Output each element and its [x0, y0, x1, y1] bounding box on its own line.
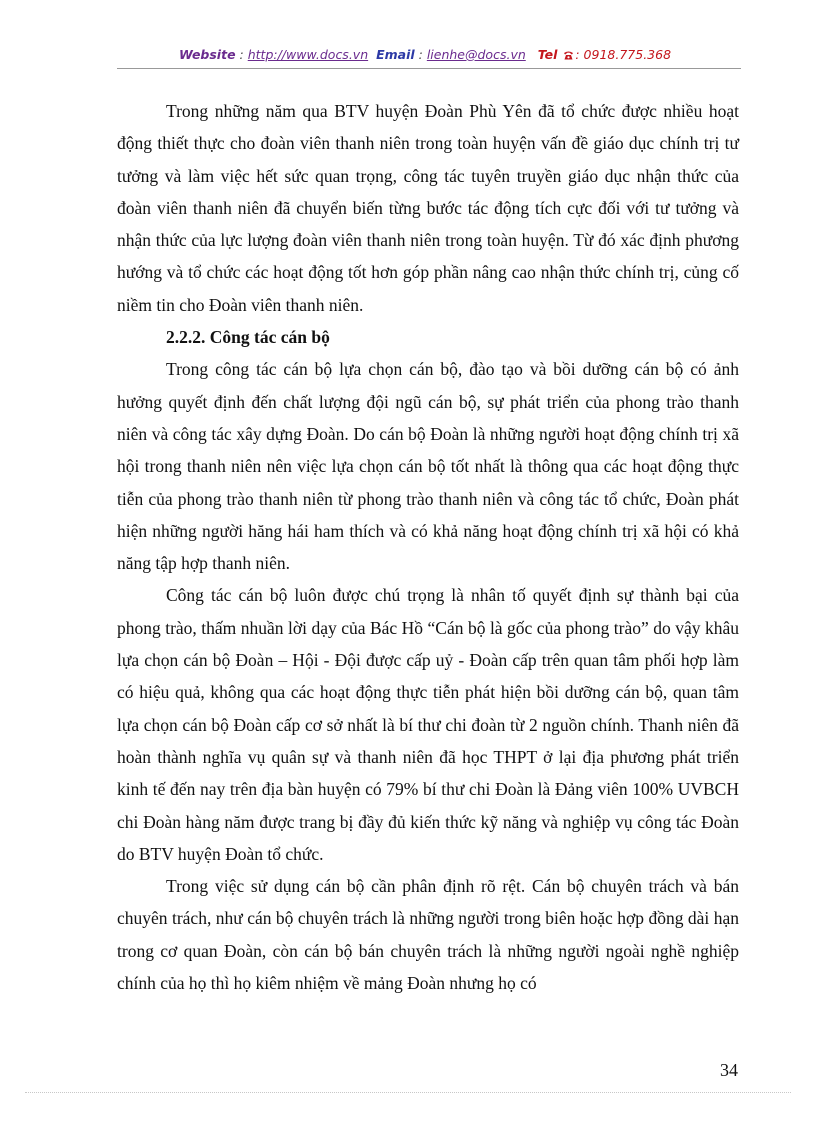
- email-separator: :: [414, 47, 427, 62]
- header-divider: [117, 68, 741, 69]
- paragraph-3: Công tác cán bộ luôn được chú trọng là nhân tố quyết định sự thành bại của phong trào, thấm nhuần lời dạy của Bác Hồ “Cán bộ là gốc của phong trào” do vậy khâu lựa chọn cán bộ Đoàn – Hội - Đội được cấp uỷ - Đoàn cấp trên quan tâm phối hợp làm có hiệu quả, không qua các hoạt động thực tiễn phát hiện bồi dưỡng cán bộ, quan tâm lựa chọn cán bộ Đoàn cấp cơ sở nhất là bí thư chi đoàn từ 2 nguồn chính. Thanh niên đã hoàn thành nghĩa vụ quân sự và thanh niên đã học THPT ở lại địa phương phát triển kinh tế đến nay trên địa bàn huyện có 79% bí thư chi Đoàn là Đảng viên 100% UVBCH chi Đoàn hàng năm được trang bị đầy đủ kiến thức kỹ năng và nghiệp vụ công tác Đoàn do BTV huyện Đoàn tổ chức.: [117, 585, 739, 864]
- telephone-icon: [563, 50, 574, 60]
- page-number: 34: [720, 1060, 738, 1080]
- website-separator: :: [235, 47, 248, 62]
- page-header: [110, 47, 740, 69]
- tel-label: Tel: [537, 47, 558, 62]
- section-heading: 2.2.2. Công tác cán bộ: [166, 327, 330, 348]
- tel-number: 0918.775.368: [583, 47, 672, 62]
- paragraph-2: Trong công tác cán bộ lựa chọn cán bộ, đào tạo và bồi dưỡng cán bộ có ảnh hưởng quyết định đến chất lượng đội ngũ cán bộ, sự phát triển của phong trào thanh niên và công tác xây dựng Đoàn. Do cán bộ Đoàn là những người hoạt động chính trị xã hội trong thanh niên nên việc lựa chọn cán bộ tốt nhất là thông qua các hoạt động thực tiễn của phong trào thanh niên từ phong trào thanh niên và công tác tổ chức, Đoàn phát hiện những người hăng hái ham thích và có khả năng hoạt động chính trị xã hội có khả năng tập hợp thanh niên.: [117, 359, 739, 574]
- paragraph-4: Trong việc sử dụng cán bộ cần phân định rõ rệt. Cán bộ chuyên trách và bán chuyên trách, như cán bộ chuyên trách là những người trong biên hoặc hợp đồng dài hạn trong cơ quan Đoàn, còn cán bộ bán chuyên trách là những người ngoài nghề nghiệp chính của họ thì họ kiêm nhiệm về mảng Đoàn nhưng họ có: [117, 876, 739, 994]
- tel-separator: :: [575, 47, 584, 62]
- paragraph-1: Trong những năm qua BTV huyện Đoàn Phù Yên đã tổ chức được nhiều hoạt động thiết thực cho đoàn viên thanh niên trong toàn huyện vấn đề giáo dục chính trị tư tưởng và làm việc hết sức quan trọng, công tác tuyên truyền giáo dục nhận thức của đoàn viên thanh niên đã chuyển biến từng bước tác động tích cực đối với tư tưởng và nhận thức của lực lượng đoàn viên thanh niên trong toàn huyện. Từ đó xác định phương hướng và tổ chức các hoạt động tốt hơn góp phần nâng cao nhận thức chính trị, củng cố niềm tin cho Đoàn viên thanh niên.: [117, 101, 739, 315]
- document-body: [117, 95, 739, 999]
- footer-divider: [25, 1092, 791, 1093]
- website-link[interactable]: http://www.docs.vn: [247, 47, 369, 62]
- website-label: Website: [178, 47, 236, 62]
- email-link[interactable]: lienhe@docs.vn: [426, 47, 526, 62]
- email-label: Email: [376, 47, 415, 62]
